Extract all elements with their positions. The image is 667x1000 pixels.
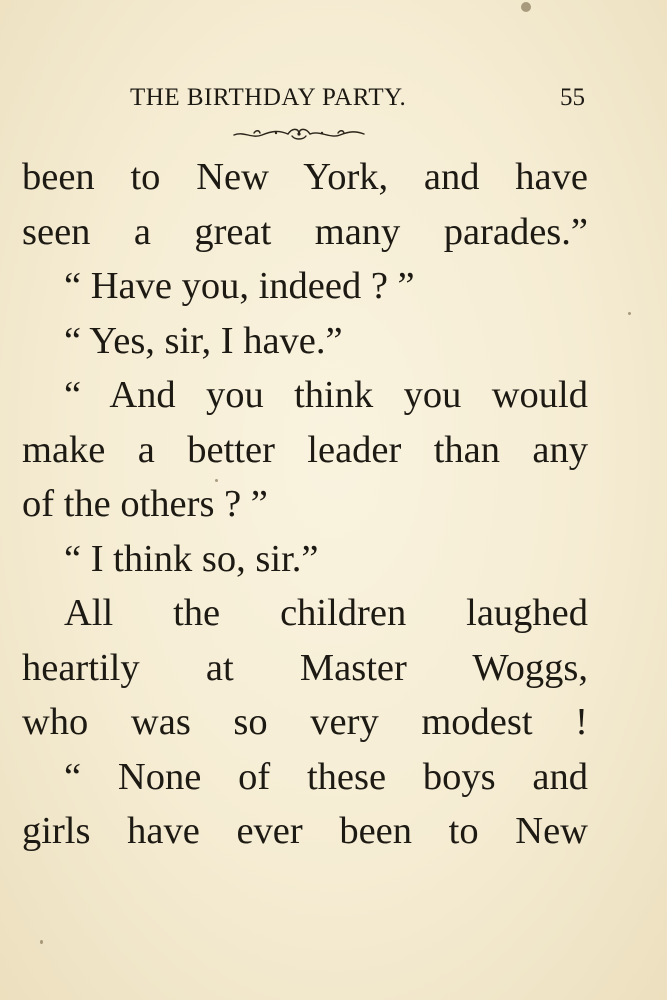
paper-speck	[40, 940, 43, 944]
text-line: of the others ? ”	[22, 483, 268, 525]
paper-speck	[521, 2, 531, 12]
text-line: “ Yes, sir, I have.”	[64, 319, 343, 362]
text-line: heartily at Master Woggs,	[22, 646, 588, 689]
running-title: THE BIRTHDAY PARTY.	[130, 84, 407, 111]
text-line: girls have ever been to New	[22, 810, 588, 852]
text-line: been to New York, and have	[22, 156, 588, 198]
page-number: 55	[560, 84, 585, 111]
text-line: “ And you think you would	[64, 374, 588, 416]
text-line: “ Have you, indeed ? ”	[64, 265, 415, 307]
running-head	[130, 84, 585, 118]
scroll-ornament-icon	[232, 127, 366, 141]
text-line: “ I think so, sir.”	[64, 537, 319, 580]
paper-speck	[628, 312, 631, 315]
text-line: seen a great many parades.”	[22, 210, 588, 253]
text-line: All the children laughed	[64, 592, 588, 634]
text-line: “ None of these boys and	[64, 755, 588, 798]
text-line: who was so very modest !	[22, 701, 588, 743]
body-text	[22, 150, 588, 859]
text-line: make a better leader than any	[22, 428, 588, 471]
